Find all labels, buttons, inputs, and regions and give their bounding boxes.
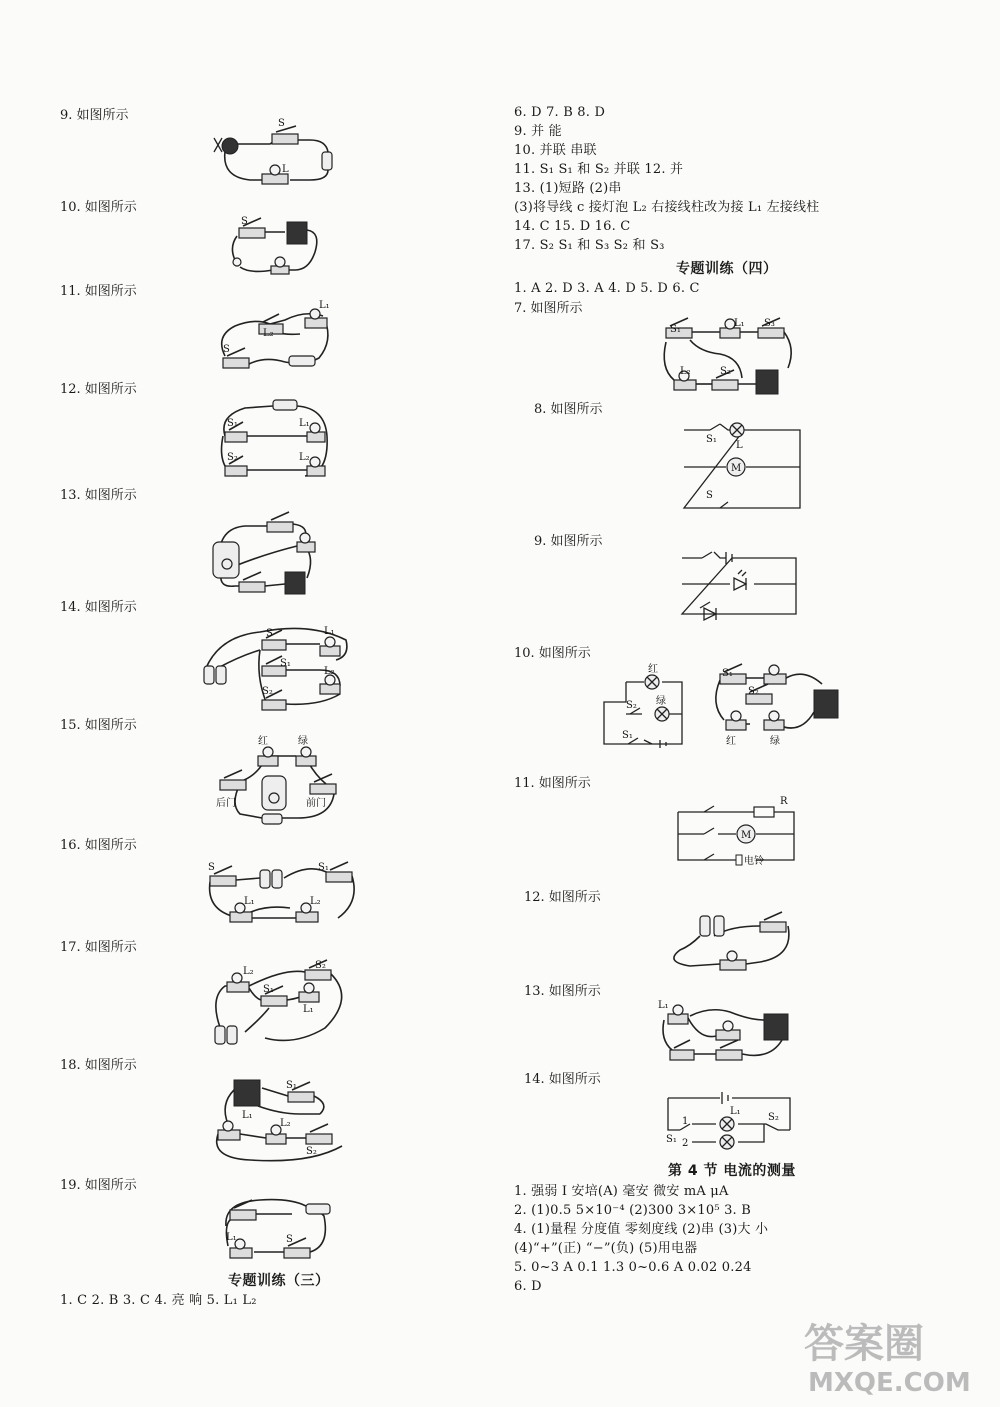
label-l1: L₁ [303, 1004, 314, 1015]
label-l1: L₁ [242, 1110, 253, 1121]
circuit-figure-r13 [660, 1000, 800, 1060]
right-item-label-8: 8. 如图所示 [534, 402, 603, 417]
label-s1: S₁ [706, 434, 717, 445]
label-bell: 电铃 [744, 856, 764, 867]
label-l1: L₁ [324, 626, 335, 637]
label-s2: S₂ [315, 960, 326, 971]
label-l2: L₂ [680, 366, 691, 377]
circuit-diagram-r11 [674, 794, 799, 867]
section3-answers: 1. C 2. B 3. C 4. 亮 响 5. L₁ L₂ [60, 1293, 257, 1308]
label-s: S [208, 862, 215, 873]
answer-line-7: 14. C 15. D 16. C [514, 219, 631, 234]
section4-answers: 1. A 2. D 3. A 4. D 5. D 6. C [514, 281, 700, 296]
circuit-figure-13 [205, 508, 325, 598]
circuit-figure-11 [215, 296, 335, 376]
label-red: 红 [726, 736, 736, 747]
item-label-15: 15. 如图所示 [60, 718, 137, 733]
section-title-current: 第 4 节 电流的测量 [668, 1163, 796, 1179]
circuit-figure-10 [225, 212, 325, 282]
circuit-figure-19 [220, 1196, 340, 1266]
label-s1: S₁ [263, 984, 274, 995]
right-column [490, 0, 1000, 1407]
right-item-label-7: 7. 如图所示 [514, 301, 583, 316]
label-l1: L₁ [299, 418, 310, 429]
label-l1: L₁ [734, 318, 745, 329]
label-l2: L₂ [243, 966, 254, 977]
label-two: 2 [682, 1138, 689, 1149]
label-l1: L₁ [244, 896, 255, 907]
right-item-label-11: 11. 如图所示 [514, 776, 591, 791]
watermark-top: 答案圈 [804, 1321, 924, 1367]
circuit-diagram-r8 [680, 420, 805, 512]
label-s1: S₁ [666, 1134, 677, 1145]
answer-line-4: 11. S₁ S₁ 和 S₂ 并联 12. 并 [514, 162, 684, 177]
watermark-bottom: MXQE.COM [808, 1368, 971, 1398]
left-column [0, 0, 490, 1407]
item-label-16: 16. 如图所示 [60, 838, 137, 853]
label-s1: S₁ [622, 730, 633, 741]
item-label-11: 11. 如图所示 [60, 284, 137, 299]
label-s: S [266, 628, 273, 639]
label-red: 红 [648, 664, 658, 675]
label-s2: S₂ [262, 686, 273, 697]
circuit-figure-r7 [660, 318, 800, 403]
watermark-logo [794, 1309, 984, 1399]
label-s2: S₂ [748, 686, 759, 697]
label-s1: S₁ [318, 862, 329, 873]
label-s1: S₁ [670, 324, 681, 335]
label-l2: L₂ [299, 452, 310, 463]
label-l2: L₂ [310, 896, 321, 907]
right-item-label-10: 10. 如图所示 [514, 646, 591, 661]
item-label-13: 13. 如图所示 [60, 488, 137, 503]
item-label-17: 17. 如图所示 [60, 940, 137, 955]
current-answer-2: 2. (1)0.5 5×10⁻⁴ (2)300 3×10⁵ 3. B [514, 1203, 751, 1218]
item-label-10: 10. 如图所示 [60, 200, 137, 215]
label-red: 红 [258, 736, 268, 747]
label-l2: L₂ [324, 666, 335, 677]
right-item-label-9: 9. 如图所示 [534, 534, 603, 549]
circuit-figure-9 [210, 118, 340, 192]
circuit-diagram-r10 [600, 664, 845, 749]
circuit-figure-17 [205, 958, 355, 1048]
current-answer-6: 6. D [514, 1279, 542, 1294]
circuit-figure-r12 [660, 906, 795, 976]
label-s: S [241, 216, 248, 227]
right-item-label-12: 12. 如图所示 [524, 890, 601, 905]
label-s: S [286, 1234, 293, 1245]
item-label-19: 19. 如图所示 [60, 1178, 137, 1193]
right-item-label-14: 14. 如图所示 [524, 1072, 601, 1087]
label-one: 1 [682, 1116, 689, 1127]
label-s3: S₃ [764, 318, 775, 329]
label-green: 绿 [656, 696, 666, 707]
item-label-12: 12. 如图所示 [60, 382, 137, 397]
circuit-figure-16 [200, 852, 360, 932]
current-answer-4: (4)“+”(正) “−”(负) (5)用电器 [514, 1241, 698, 1256]
label-s2: S₂ [227, 452, 238, 463]
label-l1: L₁ [319, 300, 330, 311]
label-back-door: 后门 [216, 798, 236, 809]
current-answer-1: 1. 强弱 I 安培(A) 毫安 微安 mA μA [514, 1184, 729, 1199]
label-s: S [706, 490, 713, 501]
label-l: L [736, 440, 743, 451]
label-green: 绿 [298, 736, 308, 747]
label-s: S [223, 344, 230, 355]
label-l: L [282, 164, 289, 175]
answer-line-3: 10. 并联 串联 [514, 143, 597, 158]
label-l2: L₂ [280, 1118, 291, 1129]
label-s1: S₁ [722, 668, 733, 679]
right-item-label-13: 13. 如图所示 [524, 984, 601, 999]
answer-line-5: 13. (1)短路 (2)串 [514, 181, 622, 196]
label-s1: S₁ [227, 418, 238, 429]
label-s2: S₂ [306, 1146, 317, 1157]
item-label-9: 9. 如图所示 [60, 108, 129, 123]
circuit-figure-12 [215, 396, 335, 486]
circuit-figure-14 [200, 616, 355, 716]
circuit-diagram-r9 [680, 550, 800, 618]
label-s1: S₁ [286, 1080, 297, 1091]
answer-line-2: 9. 并 能 [514, 124, 562, 139]
label-l1: L₁ [658, 1000, 669, 1011]
label-s2: S₂ [626, 700, 637, 711]
label-s2: S₂ [720, 366, 731, 377]
label-l: L₁ [730, 1106, 741, 1117]
answer-line-8: 17. S₂ S₁ 和 S₃ S₂ 和 S₃ [514, 238, 665, 253]
label-r: R [780, 796, 788, 807]
label-s1: S₁ [280, 658, 291, 669]
current-answer-5: 5. 0~3 A 0.1 1.3 0~0.6 A 0.02 0.24 [514, 1260, 752, 1275]
answer-line-1: 6. D 7. B 8. D [514, 105, 606, 120]
label-m: M [741, 830, 752, 841]
label-m: M [731, 463, 742, 474]
answer-line-6: (3)将导线 c 接灯泡 L₂ 右接线柱改为接 L₁ 左接线柱 [514, 200, 820, 215]
label-s: S [278, 118, 285, 129]
label-front-door: 前门 [306, 798, 326, 809]
circuit-figure-18 [210, 1074, 350, 1164]
label-l1: L₁ [226, 1232, 237, 1243]
circuit-diagram-r14 [664, 1090, 799, 1150]
label-l2: L₂ [263, 328, 274, 339]
item-label-14: 14. 如图所示 [60, 600, 137, 615]
current-answer-3: 4. (1)量程 分度值 零刻度线 (2)串 (3)大 小 [514, 1222, 769, 1237]
label-green: 绿 [770, 736, 780, 747]
circuit-figure-15 [210, 734, 350, 829]
section-title-3: 专题训练（三） [228, 1273, 330, 1289]
label-s2: S₂ [768, 1112, 779, 1123]
section-title-4: 专题训练（四） [676, 261, 778, 277]
item-label-18: 18. 如图所示 [60, 1058, 137, 1073]
